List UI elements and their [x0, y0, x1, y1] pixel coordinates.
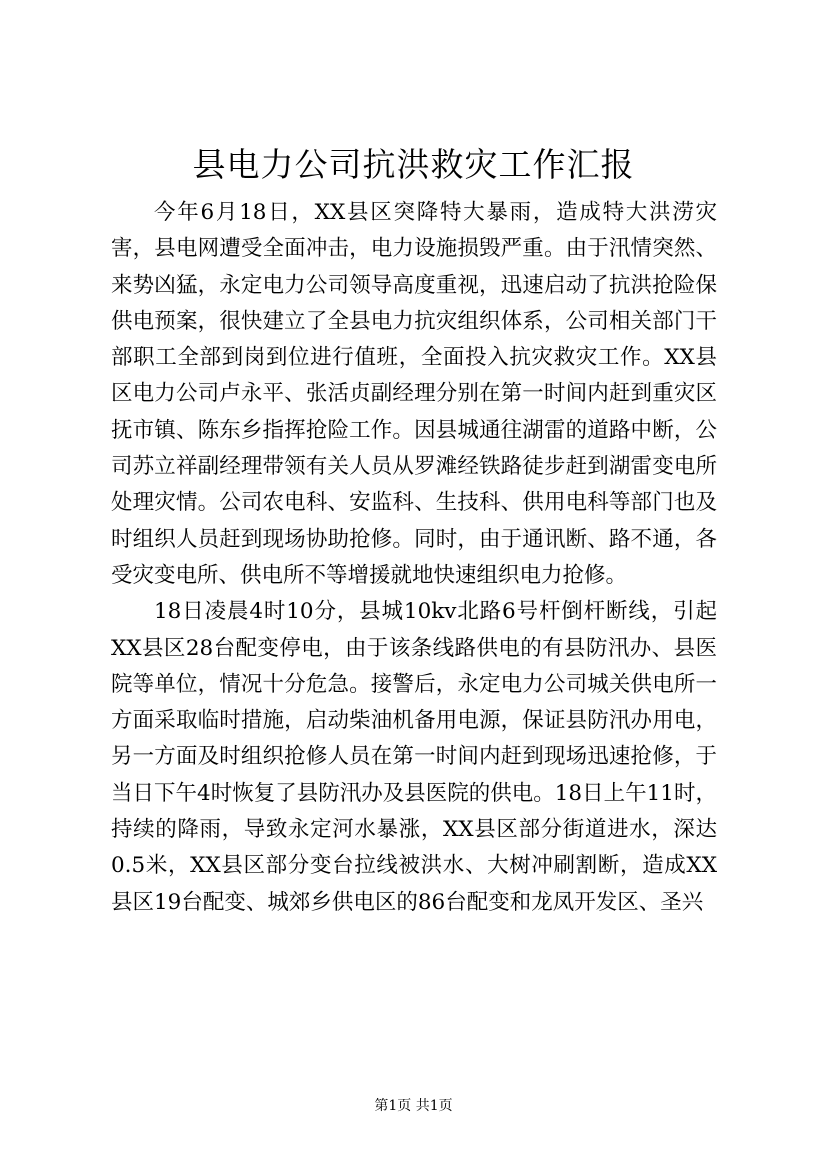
paragraph-1: 今年6月18日，XX县区突降特大暴雨，造成特大洪涝灾害，县电网遭受全面冲击，电力设施损毁严重。由于汛情突然、来势凶猛，永定电力公司领导高度重视，迅速启动了抗洪抢险保供电预案，很快建立了全县电力抗灾组织体系，公司相关部门干部职工全部到岗到位进行值班，全面投入抗灾救灾工作。XX县区电力公司卢永平、张活贞副经理分别在第一时间内赶到重灾区抚市镇、陈东乡指挥抢险工作。因县城通往湖雷的道路中断，公司苏立祥副经理带领有关人员从罗滩经铁路徒步赶到湖雷变电所处理灾情。公司农电科、安监科、生技科、供用电科等部门也及时组织人员赶到现场协助抢修。同时，由于通讯断、路不通，各受灾变电所、供电所不等增援就地快速组织电力抢修。 — [111, 200, 717, 588]
page-number-footer: 第1页 共1页 — [374, 1098, 453, 1114]
paragraph-2: 18日凌晨4时10分，县城10kv北路6号杆倒杆断线，引起XX县区28台配变停电，由于该条线路供电的有县防汛办、县医院等单位，情况十分危急。接警后，永定电力公司城关供电所一方面采取临时措施，启动柴油机备用电源，保证县防汛办用电，另一方面及时组织抢修人员在第一时间内赶到现场迅速抢修，于当日下午4时恢复了县防汛办及县医院的供电。18日上午11时，持续的降雨，导致永定河水暴涨，XX县区部分街道进水，深达0.5米，XX县区部分变台拉线被洪水、大树冲刷割断，造成XX县区19台配变、城郊乡供电区的86台配变和龙凤开发区、圣兴 — [111, 599, 717, 915]
document-body — [111, 195, 717, 921]
document-title: 县电力公司抗洪救灾工作汇报 — [192, 145, 635, 184]
